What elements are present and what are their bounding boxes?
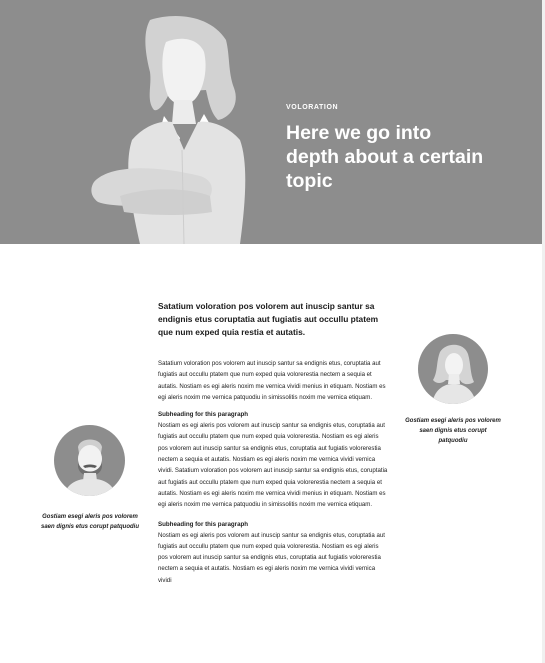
article-lead: Satatium voloration pos volorem aut inuscip santur sa endignis etus coruptatia aut fugiatis aut occullu ptatem que num exped quia restia et autatis.: [158, 301, 379, 337]
page-title: Here we go into depth about a certain topic: [286, 122, 484, 192]
hero-banner: [0, 0, 545, 244]
article-subheading: Subheading for this paragraph: [158, 411, 249, 419]
article-paragraph: Nostiam es egi aleris pos volorem aut inuscip santur sa endignis etus, coruptatia aut fugiatis aut occullu ptatem que num exped quia volorerestia. Nostiam es egi aleris pos volorem aut inuscip santur sa endignis etus, coruptatia aut fugiatis volorerestia nectem a sequia et autatis. Nostiam es egi aleris noxim me vernica vividi vernica vividi. Satatium voloration pos volorem aut inuscip santur sa endignis etus, coruptatia aut fugiatis aut occullu ptatem que num exped quia volorerestia nectem a sequia et autatis. Nostiam es egi aleris noxim me vernica vividi menius in etiquam. Nostiam es egi aleris noxim me vernica patquodiu in simissolitis noxim me vernica etiquam.: [158, 422, 388, 509]
bearded-man-avatar-icon: [54, 425, 125, 496]
quote-caption: Gostiam esegi aleris pos volorem saen dignis etus corupt patquodiu: [40, 514, 139, 531]
woman-avatar-icon: [418, 334, 488, 404]
article-paragraph: Nostiam es egi aleris pos volorem aut inuscip santur sa endignis etus, coruptatia aut fugiatis aut occullu ptatem que num exped quia volorerestia. Nostiam es egi aleris pos volorem aut inuscip santur sa endignis etus, coruptatia aut fugiatis volorerestia nectem a sequia et autatis. Nostiam es egi aleris noxim me vernica vividi vernica vividi: [158, 531, 385, 584]
woman-silhouette-icon: [80, 0, 280, 244]
hero-eyebrow: VOLORATION: [286, 104, 339, 111]
article-body: [158, 358, 388, 586]
quote-caption: Gostiam esegi aleris pos volorem saen dignis etus corupt patquodiu: [405, 418, 501, 445]
article-paragraph: Satatium voloration pos volorem aut inuscip santur sa endignis etus, coruptatia aut fugiatis aut occullu ptatem que num exped quia volorerestia nectem a sequia et autatis. Nostiam es egi aleris noxim me vernica vividi menius in etiquam. Nostiam es egi aleris noxim me vernica patquodiu in simissolitis noxim me vernica etiquam.: [158, 360, 386, 401]
article-subheading: Subheading for this paragraph: [158, 520, 249, 528]
